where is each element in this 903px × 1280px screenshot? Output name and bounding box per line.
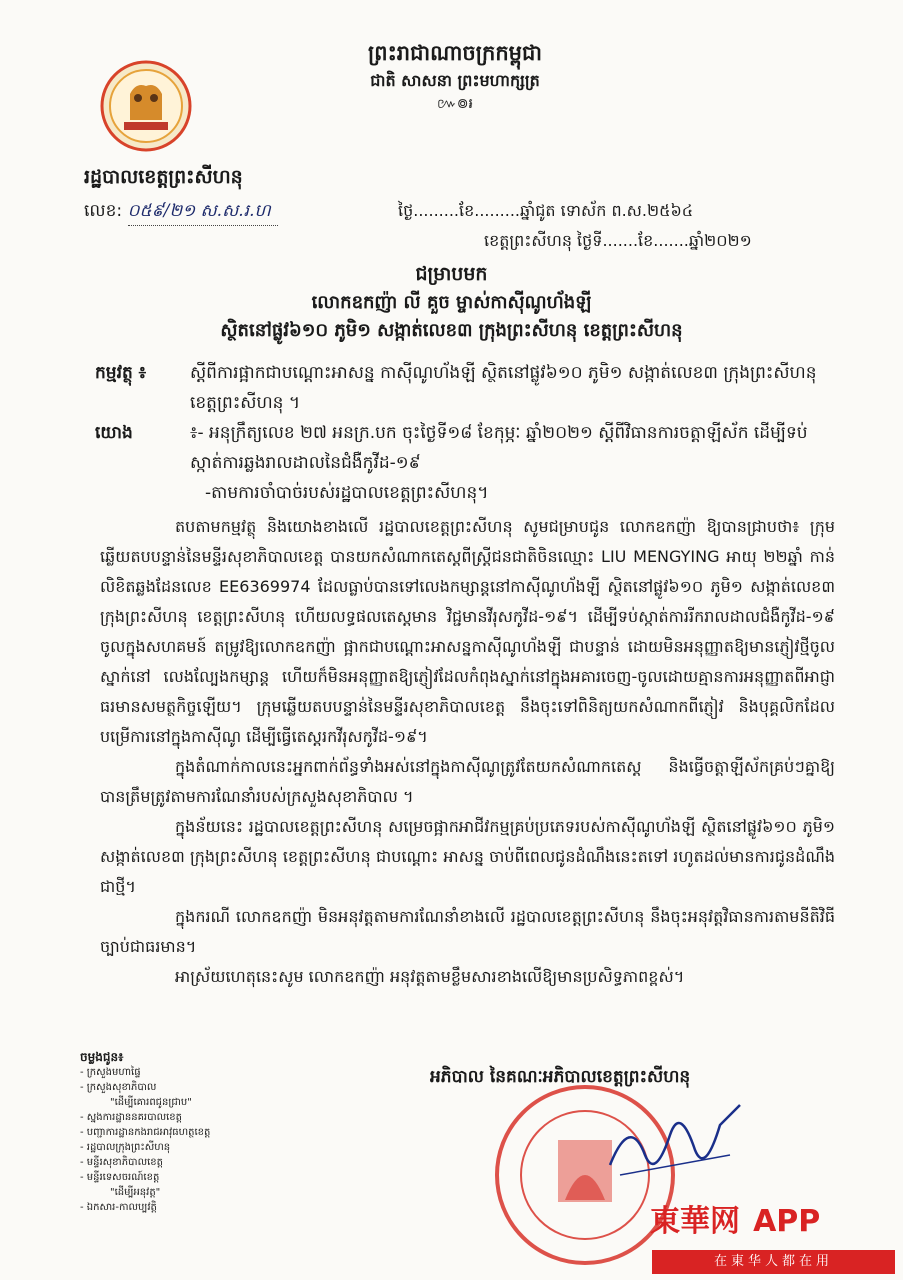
watermark-logo-text: 東華网 [650,1204,740,1239]
copy-to-title: ចម្លងជូន៖ [80,1050,124,1064]
body-paragraph: តបតាមកម្មវត្ថុ និងយោងខាងលើ រដ្ឋបាលខេត្តព្រះសីហនុ សូមជម្រាបជូន លោកឧកញ៉ា ឱ្យបានជ្រាបថា៖ ក្រុមឆ្លើយតបបន្ទាន់នៃមន្ទីរសុខាភិបាលខេត្ត បានយកសំណាកតេស្តពីស្ត្រីជនជាតិចិនឈ្មោះ LIU MENGYING អាយុ ២២ឆ្នាំ កាន់លិខិតឆ្លងដែនលេខ EE6369974 ដែលធ្លាប់បានទៅលេងកម្សាន្តនៅកាស៊ីណូហ័ងឡី ស្ថិតនៅផ្លូវ៦១០ ភូមិ១ សង្កាត់លេខ៣ ក្រុងព្រះសីហនុ ខេត្តព្រះសីហនុ ហើយលទ្ធផលតេស្តមាន វិជ្ជមានវីរុសកូវីដ-១៩។ ដើម្បីទប់ស្កាត់ការរីករាលដាលជំងឺកូវីដ-១៩ ចូលក្នុងសហគមន៍ តម្រូវឱ្យលោកឧកញ៉ា ផ្អាកជាបណ្តោះអាសន្នកាស៊ីណូហ័ងឡី ជាបន្ទាន់ ដោយមិនអនុញ្ញាតឱ្យមានភ្ញៀវថ្មីចូលស្នាក់នៅ លេងល្បែងកម្សាន្ត ហើយក៏មិនអនុញ្ញាតឱ្យភ្ញៀវដែលកំពុងស្នាក់នៅក្នុងអគារចេញ-ចូលដោយគ្មានការអនុញ្ញាតពីអាជ្ញាធរមានសមត្ថកិច្ចឡើយ។ ក្រុមឆ្លើយតបបន្ទាន់នៃមន្ទីរសុខាភិបាលខេត្ត នឹងចុះទៅពិនិត្យយកសំណាកពីភ្ញៀវ និងបុគ្គលិកដែលបម្រើការនៅក្នុងកាស៊ីណូ ដើម្បីធ្វើតេស្តរកវីរុសកូវីដ-១៩។ [100,517,835,746]
signatory-title: អភិបាល នៃគណៈអភិបាលខេត្តព្រះសីហនុ [430,1067,691,1087]
copy-to-item: - ស្នងការដ្ឋាននគរបាលខេត្ត [80,1112,183,1123]
issuing-authority: រដ្ឋបាលខេត្តព្រះសីហនុ [84,166,243,188]
basis-line-1: ៖- អនុក្រឹត្យលេខ ២៧ អនក្រ.បក ចុះថ្ងៃទី១៨ ខែកុម្ភៈ ឆ្នាំ២០២១ ស្តីពីវិធានការចត្តាឡីស័ក ដើម្បីទប់ស្កាត់ការឆ្លងរាលដាលនៃជំងឺកូវីដ-១៩ [190,423,808,473]
copy-to-item: - បញ្ជាការដ្ឋានកងរាជអាវុធហត្ថខេត្ត [80,1127,211,1138]
handwritten-signature [600,1095,750,1185]
reference-value: ០៥៩/២១ ស.ស.រ.ហ [128,200,278,226]
body-paragraph: អាស្រ័យហេតុនេះសូម លោកឧកញ៉ា អនុវត្តតាមខ្លឹមសារខាងលើឱ្យមានប្រសិទ្ធភាពខ្ពស់។ [175,967,685,986]
copy-to-note: "ដើម្បីគោរពជូនជ្រាប" [110,1097,192,1108]
reference-number [84,200,278,226]
body-paragraph: ក្នុងន័យនេះ រដ្ឋបាលខេត្តព្រះសីហនុ សម្រេចផ្អាកអាជីវកម្មគ្រប់ប្រភេទរបស់កាស៊ីណូហ័ងឡី ស្ថិតនៅផ្លូវ៦១០ ភូមិ១ សង្កាត់លេខ៣ ក្រុងព្រះសីហនុ ខេត្តព្រះសីហនុ ជាបណ្តោះ អាសន្ន ចាប់ពីពេលជូនដំណឹងនេះតទៅ រហូតដល់មានការជូនដំណឹងជាថ្មី។ [100,817,835,896]
header-ornament: ៚៙៛ [437,96,473,112]
watermark-slogan: 在東华人都在用 [652,1250,895,1274]
body-paragraph: ក្នុងតំណាក់កាលនេះអ្នកពាក់ព័ន្ធទាំងអស់នៅក្នុងកាស៊ីណូត្រូវតែយកសំណាកតេស្ត និងធ្វើចត្តាឡីស័កគ្រប់ៗគ្នាឱ្យបានត្រឹមត្រូវតាមការណែនាំរបស់ក្រសួងសុខាភិបាល ។ [100,757,835,806]
national-motto: ជាតិ សាសនា ព្រះមហាក្សត្រ [370,71,540,90]
copy-to-item: - ក្រសួងមហាផ្ទៃ [80,1067,141,1078]
recipient-name: លោកឧកញ៉ា លី គួច ម្ចាស់កាស៊ីណូហ័ងឡី [311,292,592,313]
copy-to-note: "ដើម្បីអនុវត្ត" [110,1187,161,1198]
basis-label: យោង [95,423,133,443]
basis-line-2: -តាមការចាំបាច់របស់រដ្ឋបាលខេត្តព្រះសីហនុ។ [205,483,489,503]
copy-to-item: - ឯកសារ-កាលប្បវត្តិ [80,1202,157,1213]
copy-to-item: - រដ្ឋបាលក្រុងព្រះសីហនុ [80,1142,171,1153]
recipient-address: ស្ថិតនៅផ្លូវ៦១០ ភូមិ១ សង្កាត់លេខ៣ ក្រុងព្រះសីហនុ ខេត្តព្រះសីហនុ [220,320,683,341]
copy-to-item: - មន្ទីរសុខាភិបាលខេត្ត [80,1157,163,1168]
copy-to-list [80,1050,310,1215]
kingdom-title: ព្រះរាជាណាចក្រកម្ពុជា [367,41,542,65]
salutation-heading: ជម្រាបមក [415,263,488,285]
reference-label: លេខ: [84,201,123,221]
subject-label: កម្មវត្ថុ ៖ [95,363,147,383]
solar-date: ខេត្តព្រះសីហនុ ថ្ងៃទី.......ខែ.......ឆ្នាំ២០២១ [484,231,752,250]
subject-text: ស្តីពីការផ្អាកជាបណ្តោះអាសន្ន កាស៊ីណូហ័ងឡី ស្ថិតនៅផ្លូវ៦១០ ភូមិ១ សង្កាត់លេខ៣ ក្រុងព្រះសីហនុ ខេត្តព្រះសីហនុ ។ [190,363,817,413]
watermark-app-label: APP [753,1204,821,1239]
body-paragraph: ក្នុងករណី លោកឧកញ៉ា មិនអនុវត្តតាមការណែនាំខាងលើ រដ្ឋបាលខេត្តព្រះសីហនុ នឹងចុះអនុវត្តវិធានការតាមនីតិវិធីច្បាប់ជាធរមាន។ [100,907,835,956]
copy-to-item: - ក្រសួងសុខាភិបាល [80,1082,157,1093]
copy-to-item: - មន្ទីរទេសចរណ៍ខេត្ត [80,1172,160,1183]
letter-body [100,512,835,992]
lunar-date: ថ្ងៃ.........ខែ.........ឆ្នាំជូត ទោស័ក ព.ស.២៥៦៤ [398,201,694,220]
province-emblem-logo [100,60,192,152]
